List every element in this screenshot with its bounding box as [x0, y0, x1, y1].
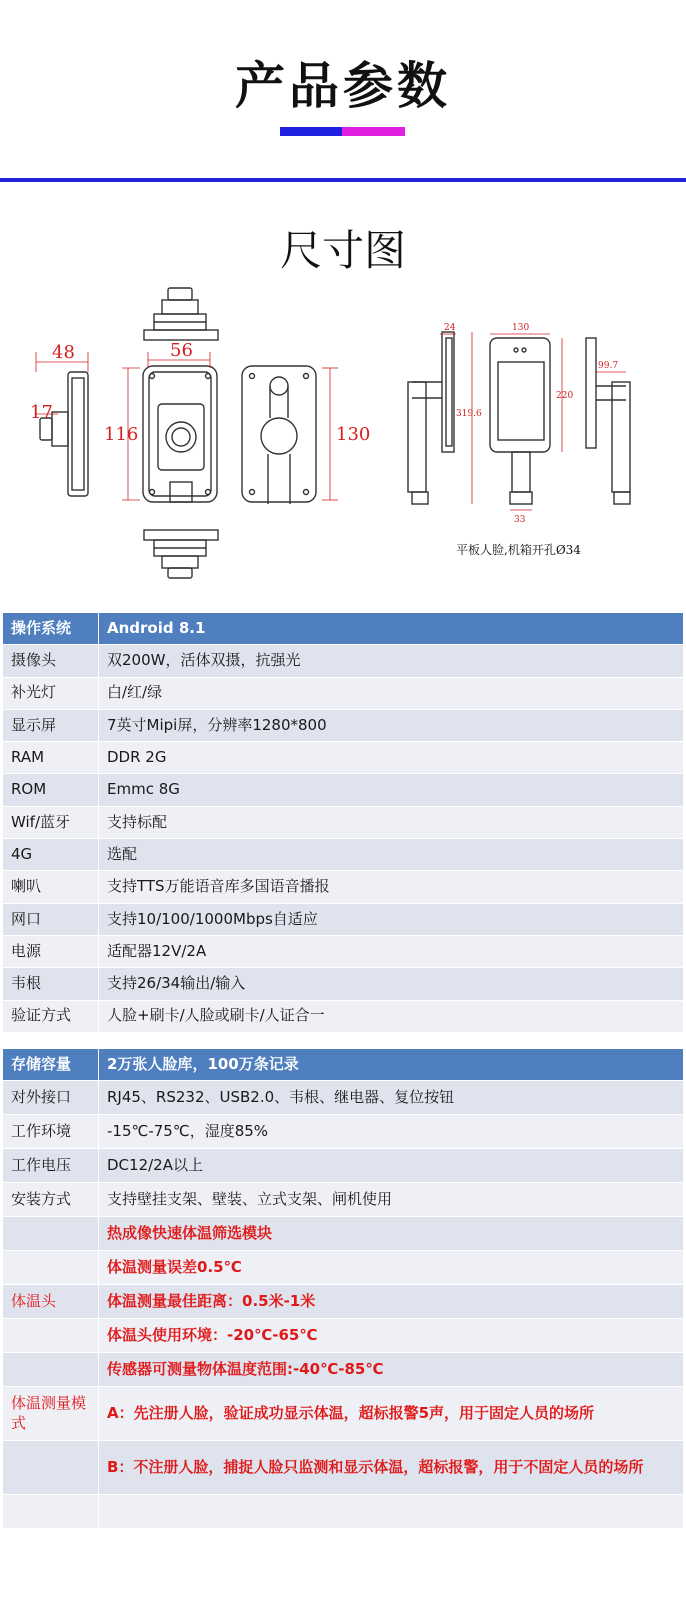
table-row [3, 903, 684, 935]
spec-key: 验证方式 [3, 1000, 99, 1032]
table-row [3, 1251, 684, 1285]
temp-head-key: 体温头 [3, 1285, 99, 1319]
stand-front-view [490, 338, 550, 504]
spec-value-empty [99, 1495, 684, 1529]
dimension-drawing [0, 282, 686, 602]
section-divider [0, 178, 686, 182]
page-header [0, 0, 686, 180]
spec-value: 适配器12V/2A [99, 935, 684, 967]
table-row [3, 1319, 684, 1353]
spec-key-empty [3, 1495, 99, 1529]
table-row [3, 1183, 684, 1217]
table-row [3, 677, 684, 709]
dimension-drawing-svg [0, 282, 686, 602]
table-head-row [3, 1049, 684, 1081]
mode-a-value: A：先注册人脸，验证成功显示体温，超标报警5声，用于固定人员的场所 [99, 1387, 684, 1441]
spec-key: 工作环境 [3, 1115, 99, 1149]
top-view [144, 288, 218, 340]
spec-value: 双200W，活体双摄，抗强光 [99, 645, 684, 677]
spec-key-empty [3, 1217, 99, 1251]
spec-key: 对外接口 [3, 1081, 99, 1115]
dim-220: 220 [556, 391, 574, 401]
spec-value: -15℃-75℃，湿度85% [99, 1115, 684, 1149]
spec-value: 白/红/绿 [99, 677, 684, 709]
dim-116: 116 [104, 424, 139, 445]
table-row [3, 1495, 684, 1529]
table-row [3, 871, 684, 903]
temp-spec-value: 体温头使用环境：-20℃-65℃ [99, 1319, 684, 1353]
table-row [3, 806, 684, 838]
table-row [3, 774, 684, 806]
spec-value: DC12/2A以上 [99, 1149, 684, 1183]
spec-table-1 [2, 612, 684, 1033]
table-row [3, 839, 684, 871]
spec-value: RJ45、RS232、USB2.0、韦根、继电器、复位按钮 [99, 1081, 684, 1115]
spec-value: 7英寸Mipi屏，分辨率1280*800 [99, 709, 684, 741]
table-row [3, 1217, 684, 1251]
dim-99: 99.7 [598, 361, 619, 371]
table-row [3, 1387, 684, 1441]
spec-key: 4G [3, 839, 99, 871]
spec-value: 支持TTS万能语音库多国语音播报 [99, 871, 684, 903]
spec-value: Android 8.1 [99, 613, 684, 645]
temp-spec-value: 体温测量最佳距离：0.5米-1米 [99, 1285, 684, 1319]
spec-value: 支持26/34输出/输入 [99, 968, 684, 1000]
temp-spec-value: 热成像快速体温筛选模块 [99, 1217, 684, 1251]
dim-130-stand: 130 [512, 323, 530, 333]
table-row [3, 1285, 684, 1319]
dimension-title: 尺寸图 [279, 226, 406, 275]
temp-spec-value: 传感器可测量物体温度范围:-40℃-85℃ [99, 1353, 684, 1387]
spec-key: 显示屏 [3, 709, 99, 741]
spec-key-empty [3, 1251, 99, 1285]
spec-key: ROM [3, 774, 99, 806]
spec-value: Emmc 8G [99, 774, 684, 806]
spec-key-empty [3, 1353, 99, 1387]
dim-17: 17 [30, 402, 53, 423]
dim-48: 48 [52, 342, 75, 363]
spec-key: 补光灯 [3, 677, 99, 709]
spec-value: DDR 2G [99, 742, 684, 774]
table-row [3, 709, 684, 741]
spec-key: 网口 [3, 903, 99, 935]
table-row [3, 935, 684, 967]
spec-table-2 [2, 1048, 684, 1529]
spec-value: 支持壁挂支架、壁装、立式支架、闸机使用 [99, 1183, 684, 1217]
dim-319: 319.6 [456, 409, 482, 419]
dim-130: 130 [336, 424, 371, 445]
temp-spec-value: 体温测量误差0.5℃ [99, 1251, 684, 1285]
back-plate-view [242, 366, 316, 504]
dim-56: 56 [170, 340, 193, 361]
spec-key-empty [3, 1319, 99, 1353]
spec-key: 安装方式 [3, 1183, 99, 1217]
table-row [3, 645, 684, 677]
table-row [3, 1149, 684, 1183]
mode-key: 体温测量模式 [3, 1387, 99, 1441]
spec-key: 摄像头 [3, 645, 99, 677]
table-row [3, 1441, 684, 1495]
spec-value: 支持标配 [99, 806, 684, 838]
title-underline-pink [342, 127, 405, 136]
table-row [3, 1115, 684, 1149]
page-title: 产品参数 [235, 56, 451, 115]
spec-value: 2万张人脸库，100万条记录 [99, 1049, 684, 1081]
front-view [143, 366, 217, 502]
mode-b-value: B：不注册人脸，捕捉人脸只监测和显示体温，超标报警，用于不固定人员的场所 [99, 1441, 684, 1495]
table-row [3, 1353, 684, 1387]
spec-key-empty [3, 1441, 99, 1495]
spec-key: Wif/蓝牙 [3, 806, 99, 838]
table-row [3, 1000, 684, 1032]
spec-key: 韦根 [3, 968, 99, 1000]
spec-value: 选配 [99, 839, 684, 871]
spec-key: 工作电压 [3, 1149, 99, 1183]
spec-key: 电源 [3, 935, 99, 967]
table-head-row [3, 613, 684, 645]
table-row [3, 968, 684, 1000]
table-row [3, 1081, 684, 1115]
bottom-view [144, 530, 218, 578]
drawing-caption: 平板人脸,机箱开孔Ø34 [456, 543, 581, 557]
spec-value: 人脸+刷卡/人脸或刷卡/人证合一 [99, 1000, 684, 1032]
spec-key: 喇叭 [3, 871, 99, 903]
side-view-left [40, 372, 88, 496]
dim-24: 24 [444, 323, 456, 333]
stand-side-view [408, 332, 454, 504]
spec-key: 操作系统 [3, 613, 99, 645]
spec-value: 支持10/100/1000Mbps自适应 [99, 903, 684, 935]
spec-key: RAM [3, 742, 99, 774]
dim-33: 33 [514, 515, 526, 525]
spec-key: 存储容量 [3, 1049, 99, 1081]
title-underline-blue [280, 127, 342, 136]
table-row [3, 742, 684, 774]
